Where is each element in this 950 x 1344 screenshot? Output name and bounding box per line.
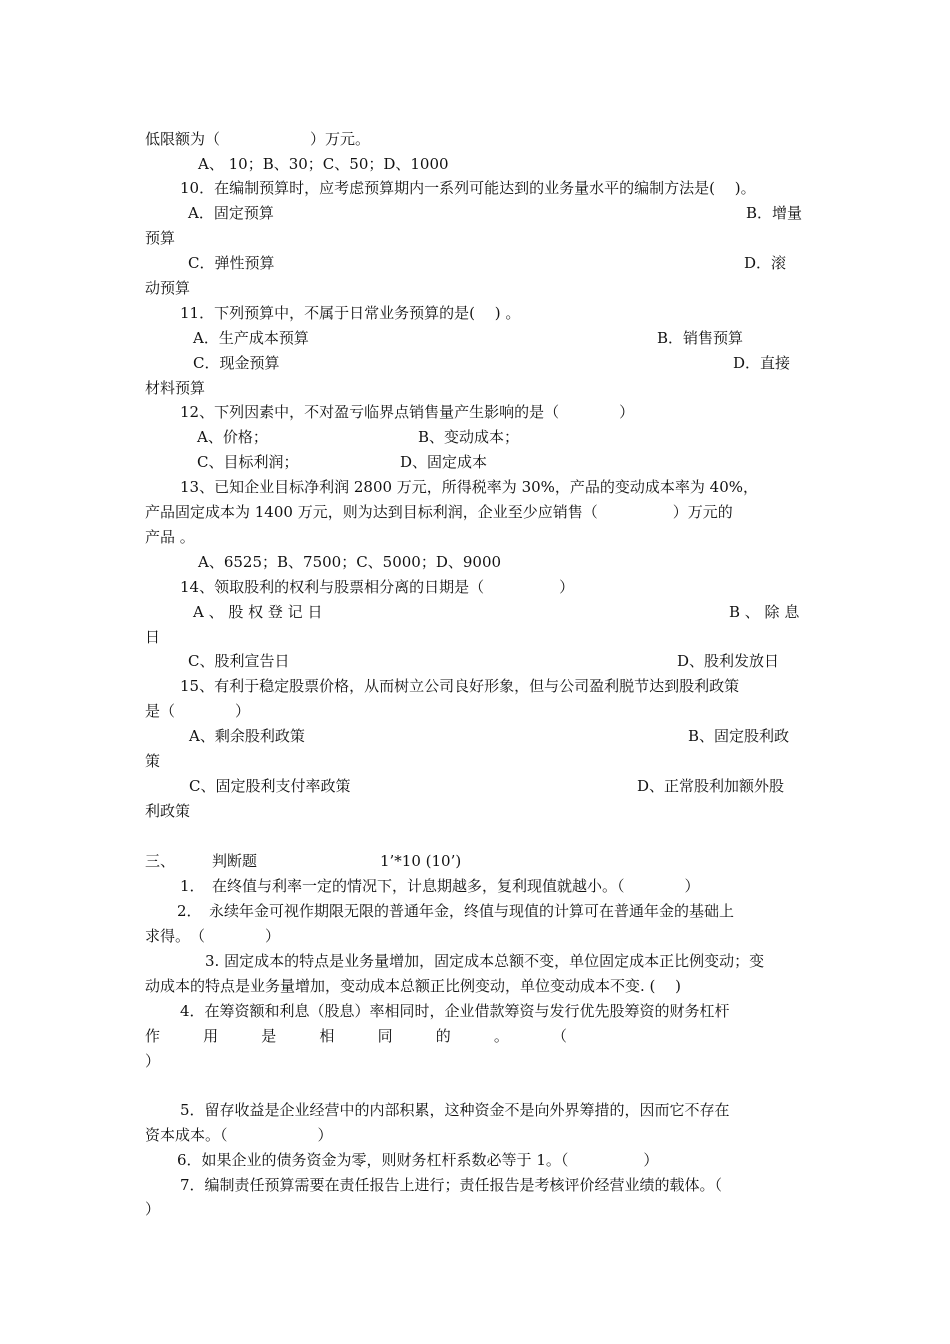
q13-stem-line3: 产品 。 <box>145 528 195 546</box>
section-score: 1’*10 (10’) <box>380 852 462 870</box>
tf-item-5-line1: 5．留存收益是企业经营中的内部积累，这种资金不是向外界筹措的，因而它不存在 <box>180 1101 730 1119</box>
q10-option-d-wrap: 动预算 <box>145 279 191 297</box>
q15-option-b-wrap: 策 <box>145 752 161 770</box>
q12-option-b: B、变动成本； <box>418 428 520 446</box>
q15-stem-line2: 是（ ） <box>145 702 251 720</box>
q11-option-b: B．销售预算 <box>657 329 744 347</box>
q13-stem-line2: 产品固定成本为 1400 万元，则为达到目标利润，企业至少应销售（ ）万元的 <box>145 503 733 521</box>
tf-item-4-line2: 作 用 是 相 同 的 。 （ <box>145 1027 567 1045</box>
q13-options: A、6525；B、7500；C、5000；D、9000 <box>198 553 502 571</box>
q15-option-c: C、固定股利支付率政策 <box>189 777 351 795</box>
q15-option-d-wrap: 利政策 <box>145 802 191 820</box>
q11-option-d-wrap: 材料预算 <box>145 379 206 397</box>
q13-stem-line1: 13、已知企业目标净利润 2800 万元，所得税率为 30%，产品的变动成本率为 40%， <box>180 478 759 496</box>
q12-option-c: C、目标利润； <box>197 453 299 471</box>
q10-stem: 10．在编制预算时，应考虑预算期内一系列可能达到的业务量水平的编制方法是( )。 <box>180 179 756 197</box>
q15-stem-line1: 15、有利于稳定股票价格，从而树立公司良好形象，但与公司盈利脱节达到股利政策 <box>180 677 740 695</box>
q9-continuation: 低限额为（ ）万元。 <box>145 130 371 148</box>
q14-option-b: B 、 除 息 <box>729 603 800 621</box>
q14-option-c: C、股利宣告日 <box>188 652 290 670</box>
q12-option-a: A、价格； <box>197 428 268 446</box>
q15-option-b: B、固定股利政 <box>688 727 790 745</box>
q14-option-d: D、股利发放日 <box>677 652 780 670</box>
tf-item-6: 6．如果企业的债务资金为零，则财务杠杆系数必等于 1。（ ） <box>177 1151 659 1169</box>
tf-item-4-line1: 4．在筹资额和利息（股息）率相同时，企业借款筹资与发行优先股筹资的财务杠杆 <box>180 1002 730 1020</box>
q10-option-a: A．固定预算 <box>188 204 274 222</box>
q10-option-c: C．弹性预算 <box>188 254 275 272</box>
q11-option-d: D．直接 <box>733 354 791 372</box>
q12-stem: 12、下列因素中，不对盈亏临界点销售量产生影响的是（ ） <box>180 403 635 421</box>
q11-option-c: C．现金预算 <box>193 354 280 372</box>
section-number: 三、 <box>145 852 176 870</box>
q10-option-b-wrap: 预算 <box>145 229 176 247</box>
q11-stem: 11．下列预算中，不属于日常业务预算的是( ) 。 <box>180 304 521 322</box>
tf-item-3-line1: 3. 固定成本的特点是业务量增加，固定成本总额不变，单位固定成本正比例变动；变 <box>205 952 765 970</box>
q15-option-a: A、剩余股利政策 <box>189 727 305 745</box>
q12-option-d: D、固定成本 <box>400 453 488 471</box>
q14-stem: 14、领取股利的权利与股票相分离的日期是（ ） <box>180 578 575 596</box>
tf-item-5-line2: 资本成本。（ ） <box>145 1126 333 1144</box>
section-title: 判断题 <box>212 852 258 870</box>
tf-item-7-line2: ） <box>145 1200 161 1218</box>
tf-item-2-line1: 2． 永续年金可视作期限无限的普通年金，终值与现值的计算可在普通年金的基础上 <box>177 902 735 920</box>
tf-item-7-line1: 7．编制责任预算需要在责任报告上进行；责任报告是考核评价经营业绩的载体。（ <box>180 1176 723 1194</box>
tf-item-3-line2: 动成本的特点是业务量增加，变动成本总额正比例变动，单位变动成本不变. ( ) <box>145 977 682 995</box>
tf-item-1: 1． 在终值与利率一定的情况下，计息期越多，复利现值就越小。（ ） <box>180 877 700 895</box>
q9-options: A、 10；B、30；C、50；D、1000 <box>198 155 449 173</box>
q10-option-b: B．增量 <box>746 204 803 222</box>
q15-option-d: D、正常股利加额外股 <box>637 777 785 795</box>
q14-option-a: A 、 股 权 登 记 日 <box>193 603 323 621</box>
q11-option-a: A．生产成本预算 <box>193 329 309 347</box>
q10-option-d: D．滚 <box>744 254 787 272</box>
q14-option-b-wrap: 日 <box>145 628 161 646</box>
tf-item-4-line3: ） <box>145 1052 161 1070</box>
tf-item-2-line2: 求得。 （ ） <box>145 927 281 945</box>
